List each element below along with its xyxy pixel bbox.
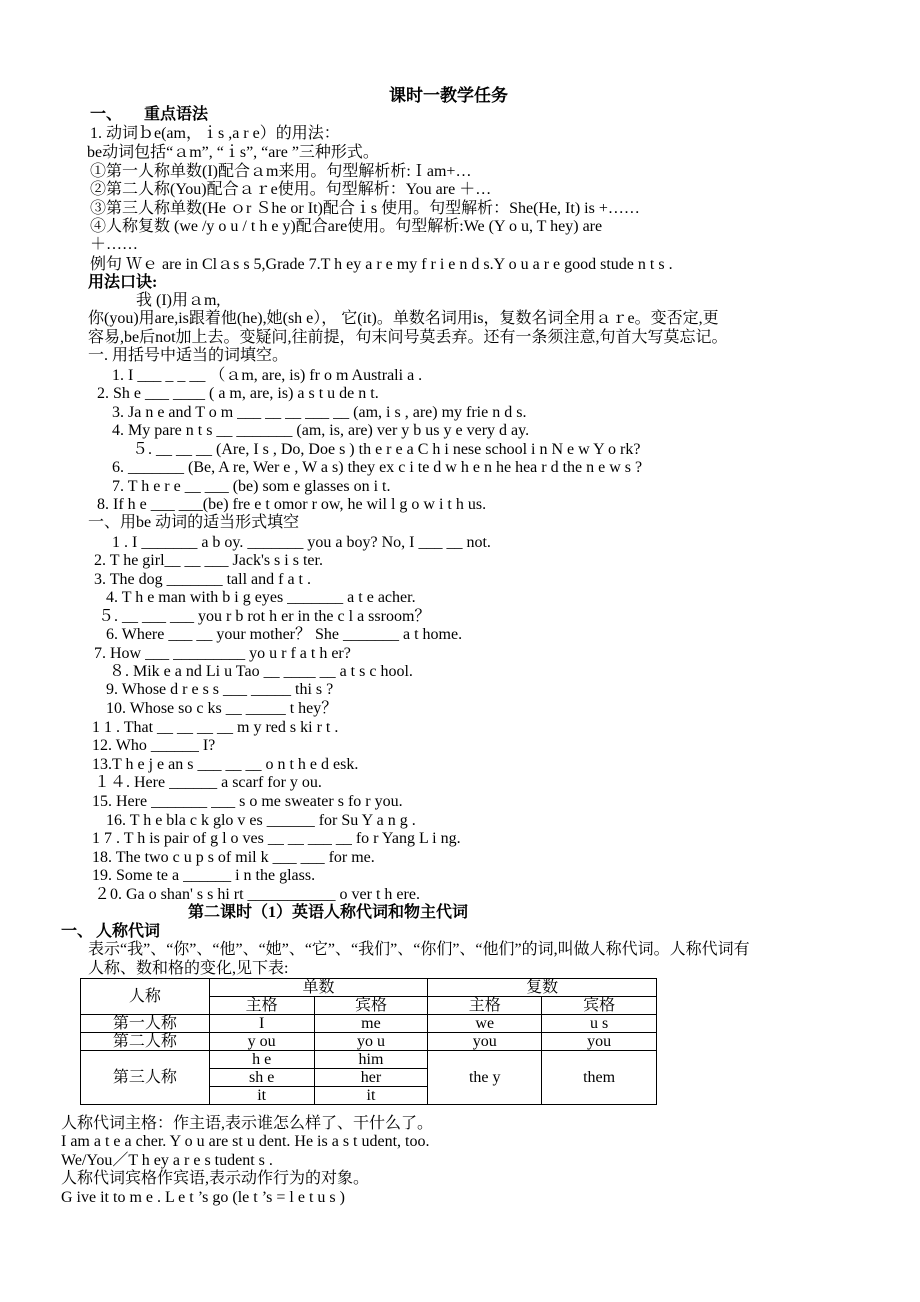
- cell: it: [209, 1087, 314, 1105]
- section-number: 一、: [61, 923, 94, 940]
- exercise-item: 1 1 . That __ __ __ __ m y red s ki r t .: [92, 719, 339, 736]
- table-row: [81, 1033, 657, 1051]
- cell: you: [428, 1033, 542, 1051]
- cell: I: [209, 1015, 314, 1033]
- exercise-item: 7. T h e r e __ ___ (be) som e glasses on i t.: [112, 478, 391, 495]
- exercise-item: 6. _______ (Be, A re, Wer e , W a s) they ex c i te d w h e n he hea r d the n e w s ?: [112, 459, 643, 476]
- pronoun-table: [80, 978, 657, 1105]
- table-row: [81, 1015, 657, 1033]
- cell-person: 第一人称: [81, 1015, 210, 1033]
- section-number: 一、: [90, 106, 123, 123]
- exercise-item: ８. Mik e a nd Li u Tao __ ____ __ a t s c hool.: [109, 663, 413, 680]
- section-heading: 重点语法: [144, 106, 209, 123]
- cell: the y: [428, 1051, 542, 1105]
- header-subject: 主格: [428, 997, 542, 1015]
- cell-person: 第二人称: [81, 1033, 210, 1051]
- exercise-item: 15. Here _______ ___ s o me sweater s fo r you.: [92, 793, 403, 810]
- exercise-item: 8. If h e ___ ___(be) fre e t omor r ow, he wil l g o w i t h us.: [97, 496, 487, 513]
- example-line: We/You／T h ey a r e s tudent s .: [61, 1152, 273, 1169]
- header-object: 宾格: [314, 997, 428, 1015]
- rhyme-line: 容易,be后not加上去。变疑问,往前提，句末问号莫丢弃。还有一条须注意,句首大写莫忘记。: [88, 329, 728, 346]
- cell: it: [314, 1087, 428, 1105]
- grammar-line: ④人称复数 (we /y o u / t h e y)配合are使用。句型解析:We (Y o u, T hey) are: [90, 218, 603, 235]
- table-row: [81, 1051, 657, 1069]
- exercise-item: ５. __ ___ ___ you r b rot h er in the c l a ssroom？: [98, 608, 431, 625]
- cell: you: [542, 1033, 657, 1051]
- exercise-item: 16. T h e bla c k glo v es ______ for Su Y a n g .: [106, 812, 416, 829]
- cell: them: [542, 1051, 657, 1105]
- exercise-heading: 一. 用括号中适当的词填空。: [88, 347, 289, 364]
- exercise-item: 4. T h e man with b i g eyes _______ a t e acher.: [106, 589, 416, 606]
- exercise-item: 4. My pare n t s __ _______ (am, is, are) ver y b us y e very d ay.: [112, 422, 530, 439]
- intro-line: 人称、数和格的变化,见下表:: [88, 960, 289, 977]
- lesson-title: 第二课时（1）英语人称代词和物主代词: [188, 904, 469, 921]
- page-title: 课时一教学任务: [389, 86, 508, 105]
- exercise-item: 3. The dog _______ tall and f a t .: [94, 571, 311, 588]
- cell: yo u: [314, 1033, 428, 1051]
- grammar-line: 1. 动词ｂe(am，ｉs ,a r e）的用法：: [90, 125, 340, 142]
- grammar-line: ＋……: [90, 236, 139, 253]
- exercise-item: 6. Where ___ __ your mother？ She _______ a t home.: [106, 626, 463, 643]
- cell-person: 第三人称: [81, 1051, 210, 1105]
- cell: him: [314, 1051, 428, 1069]
- grammar-line: ③第三人称单数(He ｏr Ｓhe or It)配合ｉs 使用。句型解析：She(He, It) is +……: [90, 200, 640, 217]
- exercise-item: 19. Some te a ______ i n the glass.: [92, 867, 316, 884]
- exercise-heading: 一、用be 动词的适当形式填空: [88, 514, 300, 531]
- header-plural: 复数: [428, 979, 657, 997]
- example-line: I am a t e a cher. Y o u are st u dent. He is a s t udent, too.: [61, 1133, 430, 1150]
- exercise-item: 2. T he girl__ __ ___ Jack's s i s ter.: [94, 552, 323, 569]
- exercise-item: １４. Here ______ a scarf for y ou.: [94, 774, 322, 791]
- exercise-item: 1 . I _______ a b oy. _______ you a boy? No, I ___ __ not.: [112, 534, 491, 551]
- exercise-item: 7. How ___ _________ yo u r f a t h er?: [94, 645, 351, 662]
- header-subject: 主格: [209, 997, 314, 1015]
- exercise-item: 2. Sh e ___ ____ ( a m, are, is) a s t u de n t.: [97, 385, 379, 402]
- rhyme-line: 你(you)用are,is跟着他(he),她(sh e）， 它(it)。单数名词用is，复数名词全用ａｒe。变否定,更: [88, 310, 719, 327]
- exercise-item: 1 7 . T h is pair of g l o ves __ __ ___ __ fo r Yang L i ng.: [92, 830, 461, 847]
- cell: y ou: [209, 1033, 314, 1051]
- rhyme-heading: 用法口诀:: [88, 274, 158, 291]
- exercise-item: 18. The two c u p s of mil k ___ ___ for me.: [92, 849, 375, 866]
- cell: sh e: [209, 1069, 314, 1087]
- grammar-line: be动词包括“ａm”, “ｉs”, “are ”三种形式。: [87, 144, 379, 161]
- exercise-item: 1. I ___ _ _ __ （ａm, are, is) fr o m Australi a .: [112, 367, 423, 384]
- cell: her: [314, 1069, 428, 1087]
- exercise-item: 12. Who ______ I?: [92, 737, 216, 754]
- rhyme-line: 我 (I)用ａm,: [136, 292, 221, 309]
- cell: h e: [209, 1051, 314, 1069]
- cell: u s: [542, 1015, 657, 1033]
- grammar-line: ①第一人称单数(I)配合ａm来用。句型解析析:Ｉam+…: [90, 163, 472, 180]
- header-object: 宾格: [542, 997, 657, 1015]
- exercise-item: 3. Ja n e and T o m ___ __ __ ___ __ (am, i s , are) my frie n d s.: [112, 404, 527, 421]
- header-person: 人称: [81, 979, 210, 1015]
- exercise-item: ２0. Ga o shan' s s hi rt ___________ o ver t h ere.: [94, 886, 420, 903]
- exercise-item: 9. Whose d r e s s ___ _____ thi s ?: [106, 681, 334, 698]
- grammar-line: ②第二人称(You)配合ａｒe使用。句型解析：You are ＋…: [90, 181, 492, 198]
- cell: we: [428, 1015, 542, 1033]
- exercise-item: 10. Whose so c ks __ _____ t hey？: [106, 700, 338, 717]
- section-heading: 人称代词: [96, 923, 161, 940]
- header-singular: 单数: [209, 979, 428, 997]
- cell: me: [314, 1015, 428, 1033]
- exercise-item: ５. __ __ __ (Are, I s , Do, Doe s ) th e r e a C h i nese school i n N e w Y o rk?: [132, 441, 641, 458]
- note-line: 人称代词宾格作宾语,表示动作行为的对象。: [61, 1170, 370, 1187]
- intro-line: 表示“我”、“你”、“他”、“她”、“它”、“我们”、“你们”、“他们”的词,叫做人称代词。人称代词有: [88, 941, 750, 958]
- note-line: 人称代词主格：作主语,表示谁怎么样了、干什么了。: [61, 1115, 434, 1132]
- exercise-item: 13.T h e j e an s ___ __ __ o n t h e d esk.: [92, 756, 359, 773]
- example-sentence: 例句 Ｗｅ are in Clａs s 5,Grade 7.T h ey a r e my f r i e n d s.Y o u a r e good stude n t s .: [90, 256, 673, 273]
- example-line: G ive it to m e . L e t ’s go (le t ’s = l e t u s ): [61, 1189, 345, 1206]
